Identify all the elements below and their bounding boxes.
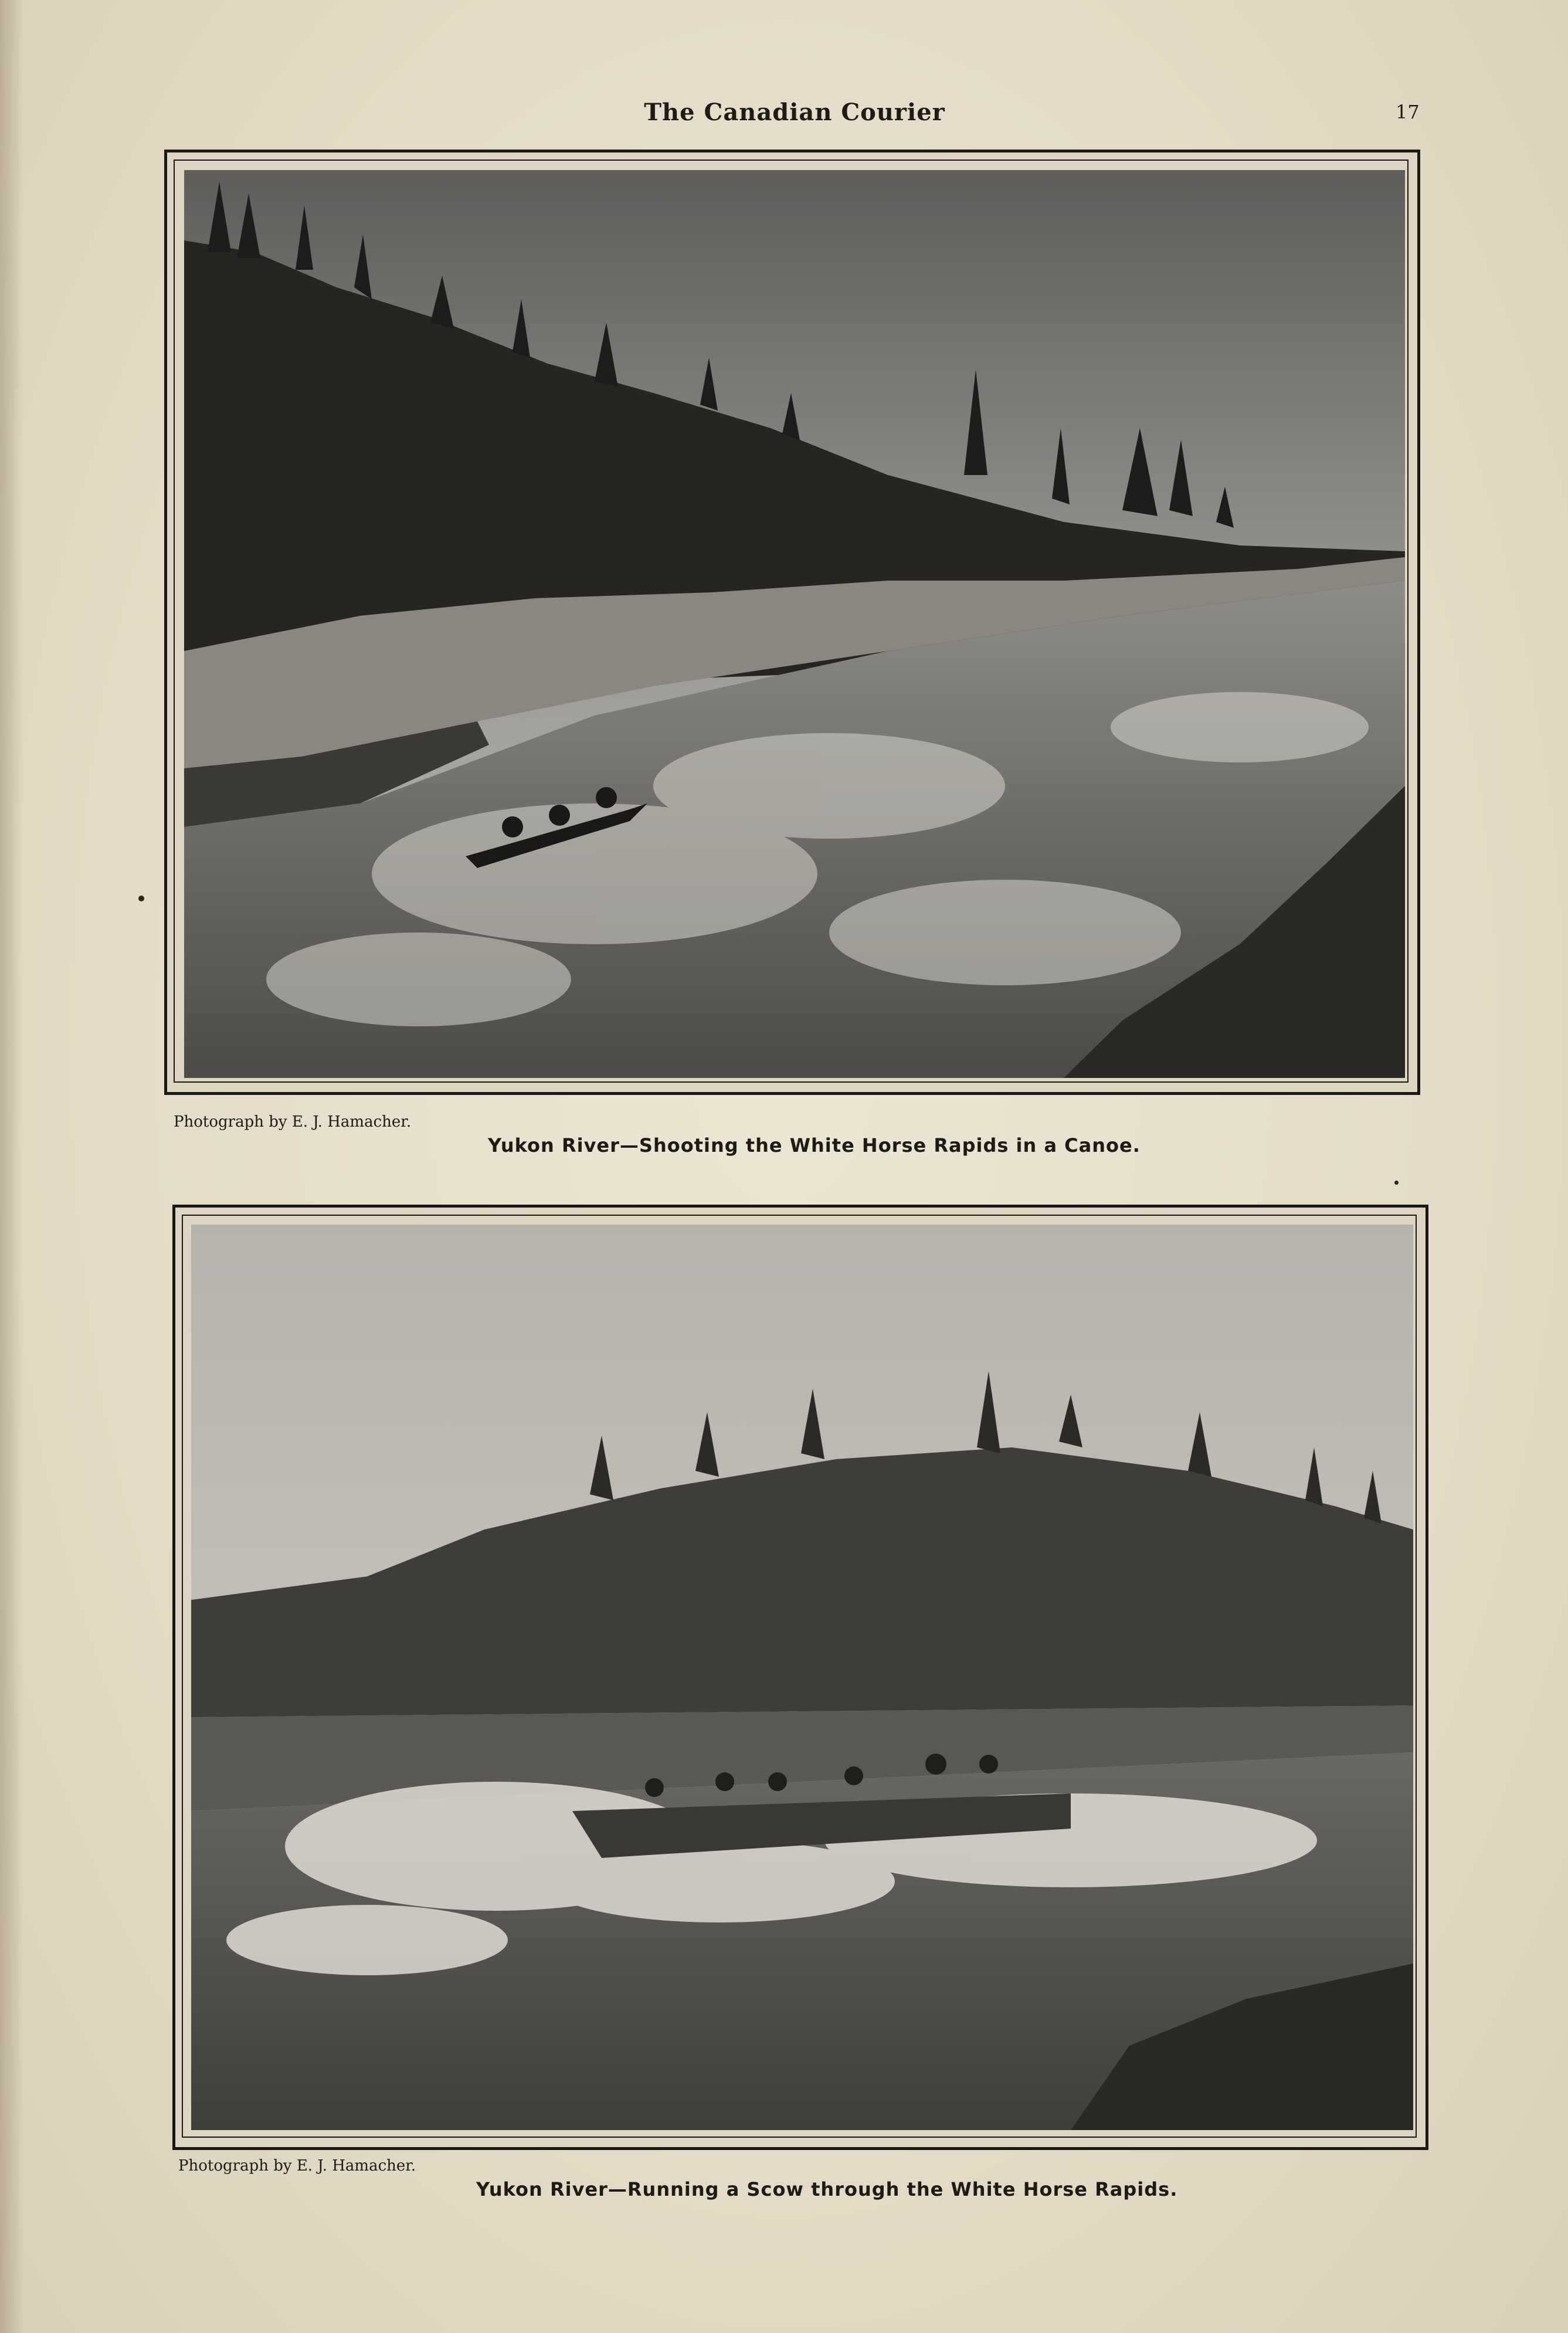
photo-credit-bottom: Photograph by E. J. Hamacher. — [178, 2157, 416, 2175]
paper-speck — [138, 896, 144, 901]
page-number: 17 — [1396, 101, 1420, 123]
paper-speck — [1394, 1181, 1399, 1185]
photo-canoe-rapids — [184, 170, 1405, 1078]
page-title: The Canadian Courier — [644, 99, 945, 126]
photo-scow-rapids — [191, 1225, 1413, 2130]
photo-caption-top: Yukon River—Shooting the White Horse Rapids in a Canoe. — [488, 1134, 1141, 1157]
photo-caption-bottom: Yukon River—Running a Scow through the White Horse Rapids. — [476, 2178, 1178, 2200]
binding-shadow — [0, 0, 23, 2333]
photo-credit-top: Photograph by E. J. Hamacher. — [174, 1113, 412, 1131]
